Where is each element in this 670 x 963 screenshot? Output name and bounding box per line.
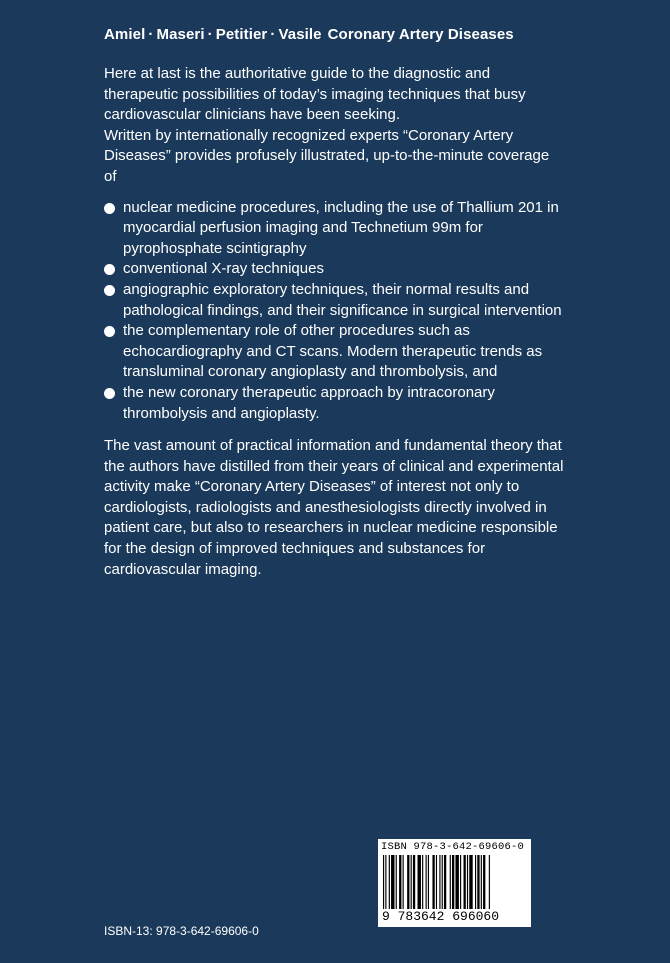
barcode-ean-digits: 9 783642 696060 [382,909,500,924]
intro-paragraph: Here at last is the authoritative guide to the diagnostic and therapeutic possibilities of today’s imaging techniques that busy cardiovascular clinicians have been seeking. [104,65,526,124]
list-item [104,383,564,424]
barcode-bar [483,855,485,909]
barcode-bar [383,855,384,909]
author-name: Maseri [156,26,205,43]
bullet-icon [104,388,115,399]
author-name: Vasile [278,26,322,43]
barcode-bar [452,855,454,909]
barcode-bar [422,855,423,909]
barcode-bar [411,855,412,909]
list-item-text: angiographic exploratory techniques, their normal results and pathological findings, and their significance in surgical intervention [123,280,562,319]
barcode-bar [389,855,390,909]
barcode-bar [450,855,451,909]
barcode-bar [391,855,394,909]
barcode-bar [489,855,490,909]
bullet-icon [104,203,115,214]
barcode-bar [403,855,404,909]
author-separator: · [148,26,154,43]
isbn-13-label: ISBN-13: 978-3-642-69606-0 [104,924,259,938]
barcode-bar [439,855,440,909]
list-item-text: the new coronary therapeutic approach by intracoronary thrombolysis and angioplasty. [123,383,495,422]
list-item [104,259,564,280]
list-item-text: the complementary role of other procedures such as echocardiography and CT scans. Modern therapeutic trends as transluminal coronary angioplasty and thrombolysis, and [123,322,543,381]
barcode-bar [428,855,429,909]
barcode-bar [436,855,437,909]
barcode-bar [396,855,397,909]
list-item [104,198,564,260]
barcode-bar [442,855,443,909]
book-title: Coronary Artery Diseases [327,26,514,43]
barcode-bar [455,855,458,909]
barcode-bar [475,855,476,909]
list-item-text: conventional X-ray techniques [123,260,324,278]
isbn-barcode [378,839,531,927]
barcode-bar [413,855,415,909]
list-item-text: nuclear medicine procedures, including the use of Thallium 201 in myocardial perfusion imaging and Technetium 99m for pyrophosphate scintigraphy [123,198,559,257]
list-item [104,321,564,383]
closing-paragraph: The vast amount of practical information and fundamental theory that the authors have distilled from their years of clinical and experimental activity make “Coronary Artery Diseases” of interest not only to cardiologists, radiologists and anesthesiologists directly involved in patient care, but also to researchers in nuclear medicine responsible for the design of improved techniques and substances for cardiovascular imaging. [104,437,564,578]
barcode-isbn-text: ISBN 978-3-642-69606-0 [381,841,525,853]
barcode-bar [464,855,466,909]
bullet-icon [104,264,115,275]
author-name: Petitier [215,26,268,43]
author-separator: · [270,26,276,43]
list-item [104,280,564,321]
barcode-bar [444,855,446,909]
barcode-bar [460,855,461,909]
barcode-bars [381,855,528,909]
barcode-bar [418,855,421,909]
author-separator: · [207,26,213,43]
bullet-icon [104,285,115,296]
bullet-icon [104,326,115,337]
barcode-bar [432,855,434,909]
barcode-bar [477,855,479,909]
barcode-bar [481,855,482,909]
barcode-bar [469,855,472,909]
barcode-bar [426,855,427,909]
cover-header [104,26,514,43]
blurb [104,64,564,580]
barcode-bar [385,855,386,909]
barcode-bar [467,855,468,909]
barcode-bar [407,855,409,909]
intro-paragraph: Written by internationally recognized experts “Coronary Artery Diseases” provides profusely illustrated, up-to-the-minute coverage of [104,126,550,185]
coverage-list [104,198,564,425]
barcode-bar [399,855,401,909]
author-name: Amiel [104,26,146,43]
